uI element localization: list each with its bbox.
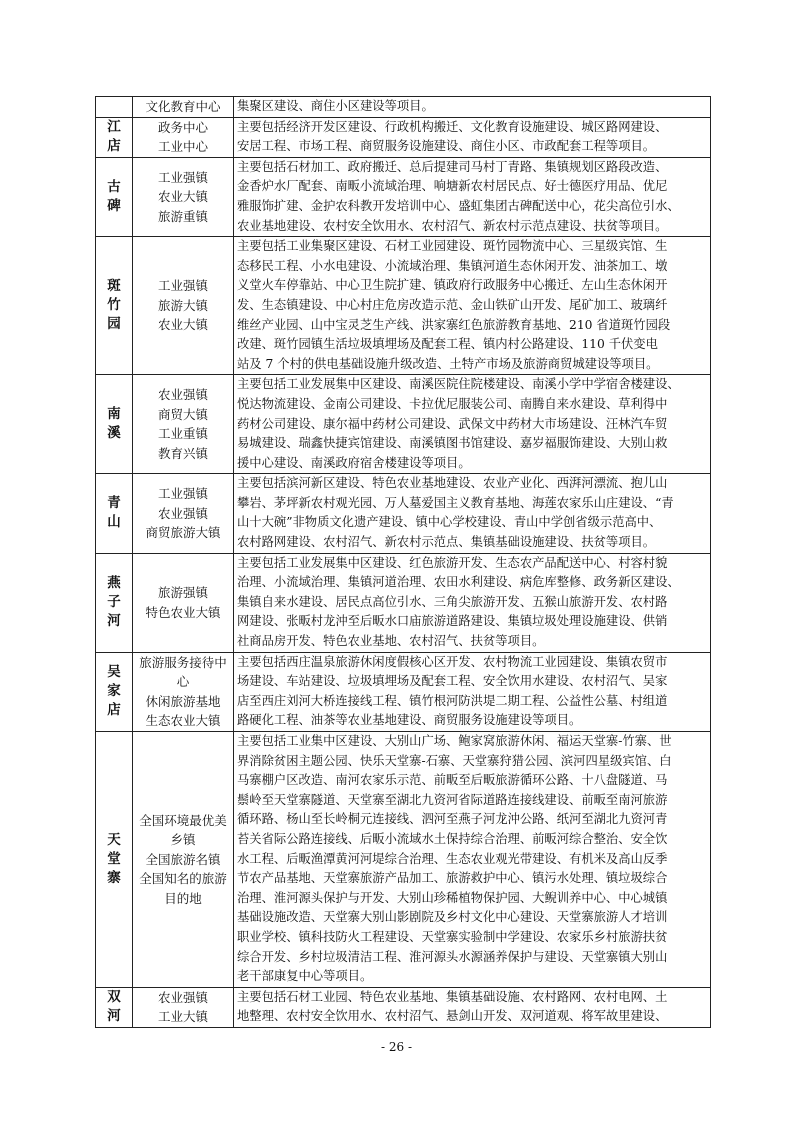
town-name-char: 店: [107, 138, 121, 155]
town-role-line: 特色农业大镇: [145, 604, 221, 620]
table-row: [96, 553, 711, 652]
town-name-cell: [96, 553, 133, 652]
project-description-cell: [234, 157, 711, 236]
town-name-char: 店: [107, 702, 121, 719]
project-description-line: 主要包括石材工业园、特色农业基地、集镇基础设施、农村路网、农村电网、土: [237, 989, 668, 1004]
town-name-char: 天: [107, 831, 121, 848]
project-description-line: 综合开发、乡村垃圾清洁工程、淮河源头水源涵养保护与建设、天堂寨镇大别山: [237, 949, 668, 964]
town-role-line: 全国旅游名镇: [145, 851, 221, 867]
town-name-char: 堂: [107, 850, 121, 867]
project-description-cell: [234, 553, 711, 652]
town-name-char: 南: [107, 406, 121, 423]
project-description-line: 集聚区建设、商住小区建设等项目。: [237, 99, 434, 113]
town-role-cell: [133, 553, 234, 652]
table-row: [96, 375, 711, 474]
town-role-line: 工业中心: [157, 139, 208, 155]
project-description-line: 药材公司建设、康尔福中药材公司建设、武保文中药材大市场建设、汪林汽车贸: [237, 416, 668, 431]
project-description-cell: [234, 117, 711, 157]
table-row: [96, 652, 711, 731]
project-description-line: 维丝产业园、山中宝灵芝生产线、洪家寨红色旅游教育基地、210 省道斑竹园段: [237, 317, 671, 332]
project-description-line: 地整理、农村安全饮用水、农村沼气、悬剑山开发、双河道观、将军故里建设、: [237, 1009, 668, 1024]
table-row: [96, 157, 711, 236]
project-description-line: 雅服饰扩建、金护农科教开发培训中心、盛虹集团古碑配送中心，花尖高位引水、: [237, 198, 680, 213]
town-role-line: 商贸大镇: [157, 406, 208, 422]
town-role-line: 工业强镇: [157, 169, 208, 185]
project-description-line: 改建、斑竹园镇生活垃圾填埋场及配套工程、镇内村公路建设、110 千伏变电: [237, 337, 658, 352]
town-role-line: 农业大镇: [157, 317, 208, 333]
town-name-char: 园: [107, 316, 121, 333]
project-description-line: 老干部康复中心等项目。: [237, 969, 373, 984]
project-description-line: 网建设、张畈村龙沖至后畈水口庙旅游道路建设、集镇垃圾处理设施建设、供销: [237, 614, 668, 629]
project-description-line: 治理、淮河源头保护与开发、大别山珍稀植物保护园、大鲵训养中心、中心城镇: [237, 890, 668, 905]
town-role-line: 农业大镇: [157, 189, 208, 205]
town-role-cell: [133, 237, 234, 375]
project-description-line: 水工程、后畈渔潭黄河河堤综合治理、生态农业观光带建设、有机米及高山反季: [237, 851, 668, 866]
project-description-line: 基础设施改造、天堂寨大别山影剧院及乡村文化中心建设、天堂寨旅游人才培训: [237, 910, 668, 925]
project-description-cell: [234, 652, 711, 731]
project-description-line: 悦达物流建设、金南公司建设、卡拉优尼服装公司、南腾自来水建设、草利得中: [237, 396, 668, 411]
town-name-cell: [96, 987, 133, 1027]
town-name-char: 吴: [107, 664, 121, 681]
town-role-line: 工业大镇: [157, 1009, 208, 1025]
town-role-line: 全国知名的旅游: [139, 871, 227, 887]
table-row: [96, 237, 711, 375]
project-description-line: 主要包括工业集中区建设、大别山广场、鲍家窝旅游休闲、福运天堂寨-竹寨、世: [237, 734, 672, 748]
project-description-line: 循环路、杨山至长岭桐元连接线、泗河至燕子河龙沖公路、纸河至湖北九资河青: [237, 812, 668, 827]
project-description-line: 义堂火车停靠站、中心卫生院扩建、镇政府行政服务中心搬迁、左山生态休闲开: [237, 278, 668, 293]
town-role-line: 目的地: [164, 890, 202, 906]
project-description-line: 治理、小流域治理、集镇河道治理、农田水利建设、病危库整修、政务新区建设、: [237, 575, 680, 590]
town-role-cell: [133, 987, 234, 1027]
town-name-char: 寨: [107, 869, 121, 886]
town-name-char: 家: [107, 683, 121, 700]
project-description-line: 马寨棚户区改造、南河农家乐示范、前畈至后畈旅游循环公路、十八盘隧道、马: [237, 773, 668, 788]
town-role-line: 农业强镇: [157, 989, 208, 1005]
town-name-char: 古: [107, 178, 121, 195]
town-name-cell: [96, 237, 133, 375]
town-name-cell: [96, 375, 133, 474]
project-description-line: 社商品房开发、特色农业基地、农村沼气、扶贫等项目。: [237, 634, 545, 649]
town-role-line: 生态农业大镇: [145, 713, 221, 729]
town-name-char: 溪: [107, 425, 121, 442]
town-name-cell: [96, 97, 133, 118]
town-role-cell: [133, 652, 234, 731]
project-description-line: 节农产品基地、天堂寨旅游产品加工、旅游救护中心、镇污水处理、镇垃圾综合: [237, 871, 668, 886]
project-description-line: 攀岩、茅坪新农村观光园、万人墓爱国主义教育基地、海莲农家乐山庄建设、“青: [237, 495, 674, 510]
project-description-line: 态移民工程、小水电建设、小流域治理、集镇河道生态休闲开发、油茶加工、墩: [237, 258, 668, 273]
project-description-line: 援中心建设、南溪政府宿舍楼建设等项目。: [237, 455, 471, 470]
town-name-char: 燕: [107, 575, 121, 592]
town-role-cell: [133, 157, 234, 236]
project-table: [95, 96, 711, 1028]
town-role-cell: [133, 97, 234, 118]
project-description-line: 主要包括滨河新区建设、特色农业基地建设、农业产业化、西湃河漂流、抱儿山: [237, 476, 668, 491]
town-role-line: 旅游重镇: [157, 208, 208, 224]
town-role-line: 乡镇: [170, 832, 196, 848]
project-description-cell: [234, 237, 711, 375]
town-role-line: 农业强镇: [157, 387, 208, 403]
town-role-line: 旅游强镇: [157, 585, 208, 601]
page-number: - 26 -: [380, 1040, 412, 1054]
table-row: [96, 117, 711, 157]
project-description-line: 鬃岭至天堂寨隧道、天堂寨至湖北九资河省际道路连接线建设、前畈至南河旅游: [237, 792, 668, 807]
town-role-line: 全国环境最优美: [139, 812, 227, 828]
project-description-line: 主要包括工业发展集中区建设、南溪医院住院楼建设、南溪小学中学宿舍楼建设、: [237, 377, 680, 392]
project-description-cell: [234, 987, 711, 1027]
town-role-cell: [133, 117, 234, 157]
town-name-char: 竹: [107, 297, 121, 314]
project-description-line: 路硬化工程、油茶等农业基地建设、商贸服务设施建设等项目。: [237, 713, 582, 728]
project-description-line: 农业基地建设、农村安全饮用水、农村沼气、新农村示范点建设、扶贫等项目。: [237, 218, 668, 233]
project-description-line: 店至西庄刘河大桥连接线工程、镇竹根河防洪堤二期工程、公益性公墓、村组道: [237, 693, 668, 708]
project-description-line: 安居工程、市场工程、商贸服务设施建设、商住小区、市政配套工程等项目。: [237, 139, 656, 154]
town-role-cell: [133, 732, 234, 988]
town-role-cell: [133, 375, 234, 474]
town-name-char: 河: [107, 1008, 121, 1025]
project-description-line: 职业学校、镇科技防火工程建设、天堂寨实验制中学建设、农家乐乡村旅游扶贫: [237, 929, 668, 944]
town-name-char: 双: [107, 989, 121, 1006]
project-description-line: 山十大碗”非物质文化遗产建设、镇中心学校建设、青山中学创省级示范高中、: [237, 515, 662, 530]
project-description-cell: [234, 97, 711, 118]
town-name-char: 河: [107, 613, 121, 630]
town-name-char: 斑: [107, 278, 121, 295]
table-row: [96, 732, 711, 988]
town-name-char: 江: [107, 119, 121, 136]
project-description-line: 场建设、车站建设、垃圾填埋场及配套工程、安全饮用水建设、农村沼气、吴家: [237, 674, 668, 689]
town-role-cell: [133, 474, 234, 553]
town-role-line: 休闲旅游基地: [145, 693, 221, 709]
town-name-char: 山: [107, 514, 121, 531]
project-description-line: 农村路网建设、农村沼气、新农村示范点、集镇基础设施建设、扶贫等项目。: [237, 535, 656, 550]
town-role-line: 工业强镇: [157, 278, 208, 294]
town-role-line: 工业重镇: [157, 426, 208, 442]
project-description-line: 发、生态镇建设、中心村庄危房改造示范、金山铁矿山开发、尾矿加工、玻璃纤: [237, 297, 668, 312]
project-description-line: 苔关省际公路连接线、后畈小流域水土保持综合治理、前畈河综合整治、安全饮: [237, 831, 668, 846]
town-name-char: 碑: [107, 197, 121, 214]
town-role-line: 文化教育中心: [145, 99, 221, 115]
project-description-cell: [234, 732, 711, 988]
project-description-line: 集镇自来水建设、居民点高位引水、三角尖旅游开发、五猴山旅游开发、农村路: [237, 594, 668, 609]
project-description-line: 站及 7 个村的供电基础设施升级改造、土特产市场及旅游商贸城建设等项目。: [237, 356, 659, 371]
project-description-line: 易城建设、瑞鑫快捷宾馆建设、南溪镇图书馆建设、嘉岁福服饰建设、大别山救: [237, 436, 668, 451]
project-description-line: 金香炉水厂配套、南畈小流域治理、响塘新农村居民点、好士德医疗用品、优尼: [237, 179, 668, 194]
town-name-cell: [96, 117, 133, 157]
town-role-line: 商贸旅游大镇: [145, 525, 221, 541]
project-description-cell: [234, 474, 711, 553]
town-name-cell: [96, 474, 133, 553]
project-description-line: 主要包括西庄温泉旅游休闲度假核心区开发、农村物流工业园建设、集镇农贸市: [237, 654, 668, 669]
project-table-body: [96, 97, 711, 1028]
town-name-cell: [96, 157, 133, 236]
town-name-cell: [96, 652, 133, 731]
project-description-line: 主要包括工业集聚区建设、石材工业园建设、斑竹园物流中心、三星级宾馆、生: [237, 239, 668, 254]
project-description-line: 主要包括工业发展集中区建设、红色旅游开发、生态农产品配送中心、村容村貌: [237, 555, 668, 570]
table-row: [96, 97, 711, 118]
town-role-line: 旅游服务接待中: [139, 654, 227, 670]
town-role-line: 农业强镇: [157, 505, 208, 521]
project-description-cell: [234, 375, 711, 474]
project-description-line: 界消除贫困主题公园、快乐天堂寨-石寨、天堂寨狩猎公园、滨河四星级宾馆、白: [237, 753, 672, 768]
project-description-line: 主要包括经济开发区建设、行政机构搬迁、文化教育设施建设、城区路网建设、: [237, 119, 668, 134]
town-name-char: 青: [107, 495, 121, 512]
project-description-line: 主要包括石材加工、政府搬迁、总后提建司马村丁青路、集镇规划区路段改造、: [237, 159, 668, 174]
town-name-cell: [96, 732, 133, 988]
table-row: [96, 987, 711, 1027]
table-row: [96, 474, 711, 553]
town-role-line: 工业强镇: [157, 486, 208, 502]
town-role-line: 教育兴镇: [157, 445, 208, 461]
town-role-line: 旅游大镇: [157, 297, 208, 313]
town-role-line: 政务中心: [157, 119, 208, 135]
town-name-char: 子: [107, 594, 121, 611]
town-role-line: 心: [176, 674, 190, 690]
